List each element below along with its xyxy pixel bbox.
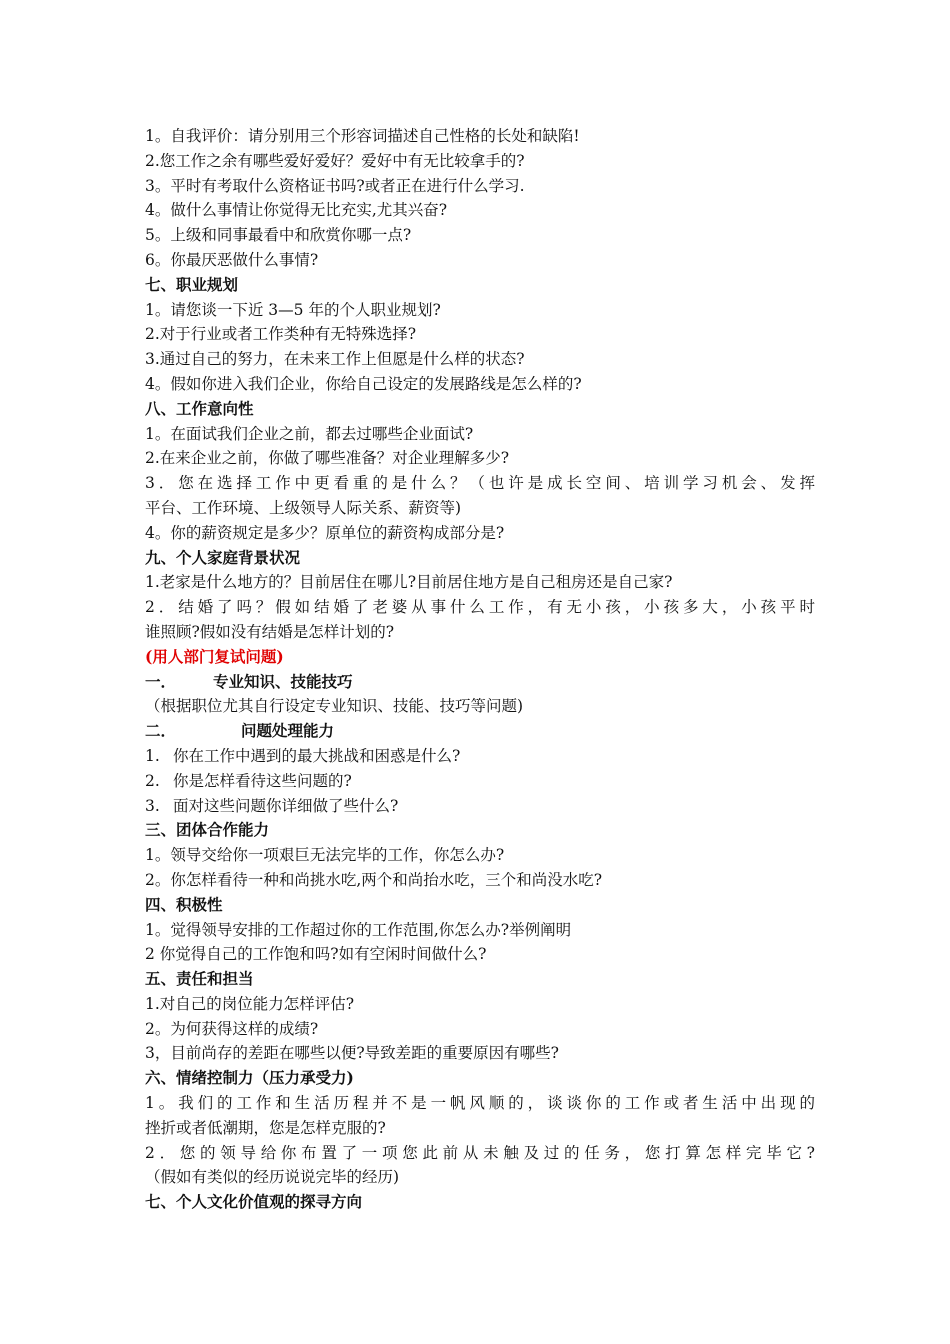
question-line: 3。平时有考取什么资格证书吗?或者正在进行什么学习. [145, 176, 525, 195]
question-line-continued: 挫折或者低潮期，您是怎样克服的? [145, 1118, 386, 1137]
question-line: 1.老家是什么地方的？目前居住在哪儿?目前居住地方是自己租房还是自己家? [145, 573, 673, 592]
question-line: 1。在面试我们企业之前，都去过哪些企业面试? [145, 424, 474, 443]
question-line: 2 你觉得自己的工作饱和吗?如有空闲时间做什么? [145, 945, 487, 964]
question-line [145, 744, 815, 769]
section-heading: 八、工作意向性 [145, 398, 254, 418]
item-text: 你是怎样看待这些问题的? [173, 771, 352, 790]
question-line: 2。你怎样看待一种和尚挑水吃,两个和尚抬水吃，三个和尚没水吃? [145, 870, 603, 889]
question-line: 1.对自己的岗位能力怎样评估? [145, 994, 355, 1013]
question-line: 3.通过自己的努力，在未来工作上但愿是什么样的状态? [145, 350, 525, 369]
item-number: 3. [145, 796, 160, 815]
question-line: 2.对于行业或者工作类种有无特殊选择? [145, 325, 417, 344]
question-line [145, 794, 815, 819]
note-line: （根据职位尤其自行设定专业知识、技能、技巧等问题) [145, 697, 524, 716]
section-number: 二． [145, 721, 177, 741]
question-line-continued: 平台、工作环境、上级领导人际关系、薪资等) [145, 498, 462, 517]
question-line: 1。领导交给你一项艰巨无法完毕的工作，你怎么办? [145, 846, 505, 865]
question-line: 2.在来企业之前，你做了哪些准备？对企业理解多少? [145, 449, 510, 468]
item-text: 你在工作中遇到的最大挑战和困惑是什么? [173, 746, 461, 765]
question-line: 1。觉得领导安排的工作超过你的工作范围,你怎么办?举例阐明 [145, 920, 572, 939]
question-line: 3，目前尚存的差距在哪些以便?导致差距的重要原因有哪些? [145, 1044, 559, 1063]
section-heading [145, 670, 815, 695]
section-heading: 四、积极性 [145, 894, 223, 914]
section-heading: 七、职业规划 [145, 274, 239, 294]
question-line: 1。请您谈一下近 3—5 年的个人职业规划? [145, 300, 441, 319]
part-title: (用人部门复试问题) [145, 646, 284, 666]
question-line: 2．您的领导给你布置了一项您此前从未触及过的任务，您打算怎样完毕它? [145, 1143, 815, 1162]
question-line: 2.您工作之余有哪些爱好爱好？爱好中有无比较拿手的? [145, 151, 525, 170]
question-line [145, 769, 815, 794]
section-heading: 五、责任和担当 [145, 969, 254, 989]
section-heading: 六、情绪控制力（压力承受力) [145, 1068, 354, 1088]
item-number: 2. [145, 771, 160, 790]
section-title: 专业知识、技能技巧 [213, 671, 353, 691]
item-number: 1. [145, 746, 160, 765]
item-text: 面对这些问题你详细做了些什么? [173, 796, 399, 815]
section-heading [145, 719, 815, 744]
question-line: 3．您在选择工作中更看重的是什么？（也许是成长空间、培训学习机会、发挥 [145, 474, 815, 493]
question-line-continued: （假如有类似的经历说说完毕的经历) [145, 1168, 400, 1187]
question-line: 2。为何获得这样的成绩? [145, 1019, 319, 1038]
question-line: 4。假如你进入我们企业，你给自己设定的发展路线是怎么样的? [145, 374, 582, 393]
question-line: 4。你的薪资规定是多少？原单位的薪资构成部分是? [145, 523, 505, 542]
question-line: 1。我们的工作和生活历程并不是一帆风顺的，谈谈你的工作或者生活中出现的 [145, 1094, 815, 1113]
section-number: 一． [145, 671, 177, 691]
section-title: 问题处理能力 [241, 721, 335, 741]
question-line: 6。你最厌恶做什么事情? [145, 250, 319, 269]
section-heading: 三、团体合作能力 [145, 820, 270, 840]
document-page [145, 124, 815, 1215]
question-line-continued: 谁照顾?假如没有结婚是怎样计划的? [145, 622, 395, 641]
question-line: 1。自我评价：请分别用三个形容词描述自己性格的长处和缺陷! [145, 127, 580, 145]
section-heading: 七、个人文化价值观的探寻方向 [145, 1192, 363, 1212]
section-heading: 九、个人家庭背景状况 [145, 547, 301, 567]
question-line: 5。上级和同事最看中和欣赏你哪一点? [145, 226, 412, 245]
question-line: 2．结婚了吗？假如结婚了老婆从事什么工作，有无小孩，小孩多大，小孩平时 [145, 598, 815, 617]
question-line: 4。做什么事情让你觉得无比充实,尤其兴奋? [145, 201, 448, 220]
